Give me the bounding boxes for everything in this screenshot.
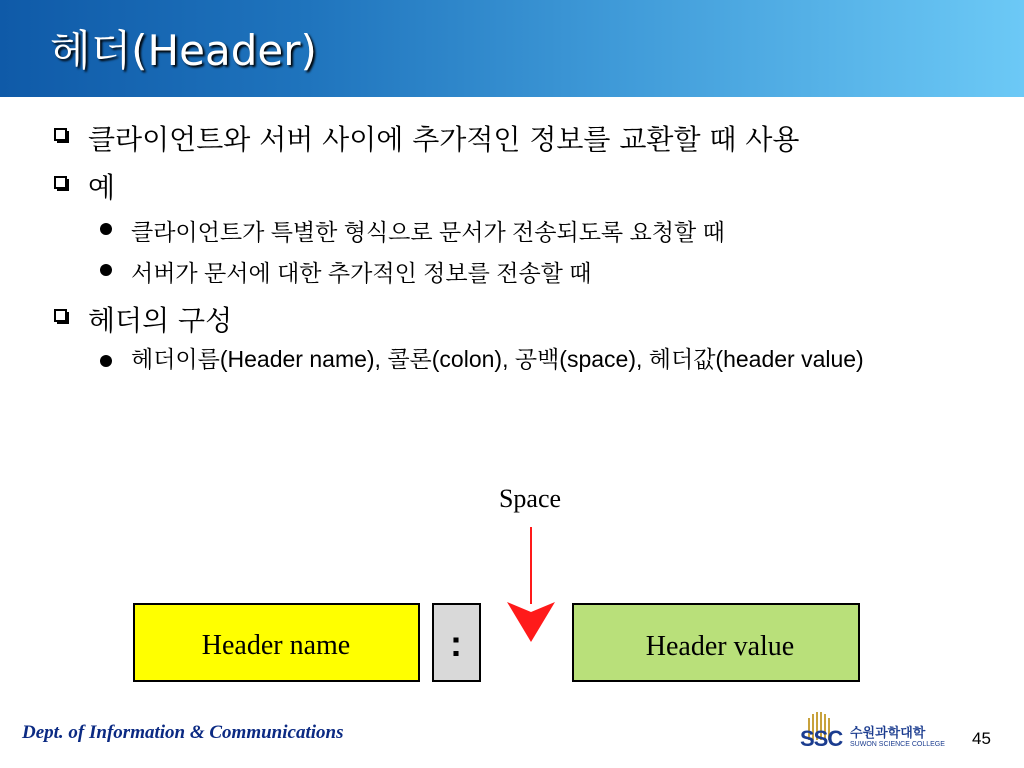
space-label: Space [498, 484, 562, 513]
department-footer: Dept. of Information & Communications [22, 722, 344, 743]
logo-abbr: SSC [800, 726, 843, 751]
header-name-label: Header name [201, 630, 351, 661]
logo-korean-name: 수원과학대학 [850, 726, 926, 741]
sub-bullet-text: 헤더이름(Header name), 콜론(colon), 공백(space), 헤더값(header value) [131, 346, 864, 372]
sub-bullet-text: 서버가 문서에 대한 추가적인 정보를 전송할 때 [131, 260, 592, 286]
colon-label: : [450, 623, 462, 664]
bullet-text: 예 [88, 171, 116, 204]
page-number: 45 [972, 729, 991, 748]
bullet-text: 헤더의 구성 [88, 304, 233, 337]
slide-title: 헤더(Header) [50, 26, 317, 75]
space-arrow [507, 527, 555, 642]
college-logo [800, 712, 960, 762]
logo-english-name: SUWON SCIENCE COLLEGE [850, 741, 945, 748]
sub-bullet-text: 클라이언트가 특별한 형식으로 문서가 전송되도록 요청할 때 [131, 219, 725, 245]
header-value-label: Header value [645, 631, 795, 662]
bullet-text: 클라이언트와 서버 사이에 추가적인 정보를 교환할 때 사용 [88, 123, 800, 156]
